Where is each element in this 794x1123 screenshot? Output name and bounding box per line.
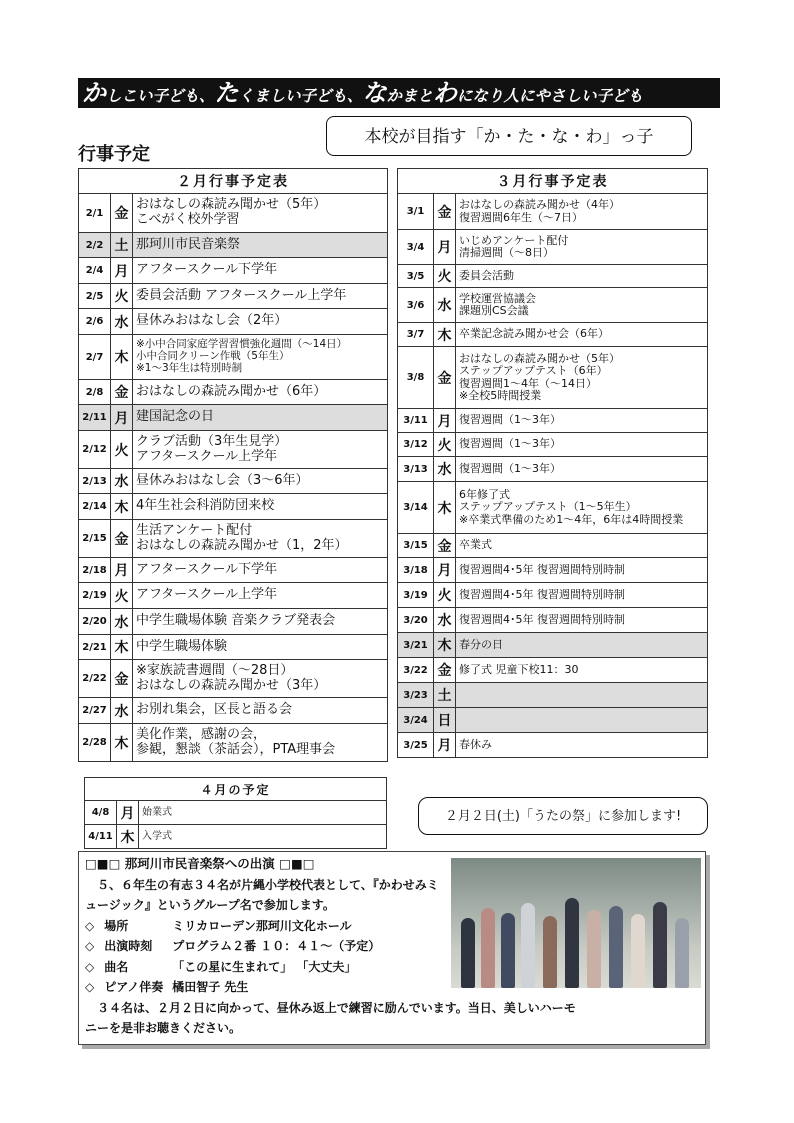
schedule-row (398, 608, 708, 633)
event-line: ※家族読書週間（～28日） (136, 662, 294, 678)
diamond-bullet-icon: ◇ (85, 980, 95, 994)
event-line: 那珂川市民音楽祭 (136, 236, 241, 252)
row-date: 2/22 (79, 660, 111, 698)
schedule-row (79, 660, 388, 698)
row-date: 3/1 (398, 194, 434, 230)
event-line: 入学式 (142, 830, 172, 842)
schedule-row (79, 609, 388, 635)
row-weekday: 水 (434, 608, 456, 633)
row-date: 3/23 (398, 683, 434, 708)
row-weekday: 水 (111, 309, 133, 335)
event-line: ステップアップテスト（6年） (459, 364, 608, 378)
row-date: 3/7 (398, 323, 434, 347)
event-line: おはなしの森読み聞かせ（4年） (459, 198, 620, 212)
row-events (133, 469, 388, 494)
row-events (133, 380, 388, 405)
schedule-row (79, 558, 388, 583)
row-date: 4/11 (85, 825, 117, 849)
row-weekday: 木 (111, 635, 133, 660)
row-events (456, 708, 708, 733)
event-line: アフタースクール上学年 (136, 448, 278, 464)
schedule-row (398, 265, 708, 288)
schedule-row (398, 230, 708, 265)
event-line: お別れ集会，区長と語る会 (136, 702, 293, 718)
row-date: 3/22 (398, 658, 434, 683)
row-events (133, 258, 388, 284)
row-events (133, 698, 388, 724)
schedule-row (398, 409, 708, 433)
article-title: □■□ 那珂川市民音楽祭への出演 □■□ (85, 856, 315, 871)
event-line: 清掃週間（～8日） (459, 246, 554, 259)
row-events (456, 683, 708, 708)
row-date: 3/25 (398, 733, 434, 758)
event-line: 参観，懇談（茶話会），PTA理事会 (136, 741, 336, 757)
april-schedule-table (84, 777, 387, 849)
row-date: 3/12 (398, 433, 434, 457)
row-weekday: 火 (111, 431, 133, 469)
schedule-row (398, 482, 708, 534)
row-weekday: 水 (434, 288, 456, 323)
event-line: ※卒業式準備のため1～4年，6年は4時間授業 (459, 512, 684, 526)
row-date: 2/1 (79, 194, 111, 233)
row-weekday: 土 (111, 233, 133, 258)
row-events (456, 558, 708, 583)
schedule-row (398, 433, 708, 457)
row-weekday: 金 (434, 534, 456, 558)
schedule-row (79, 284, 388, 309)
row-weekday: 月 (434, 409, 456, 433)
diamond-bullet-icon: ◇ (85, 939, 95, 953)
row-weekday: 金 (434, 347, 456, 409)
row-weekday: 火 (434, 265, 456, 288)
row-weekday: 金 (111, 194, 133, 233)
row-weekday: 火 (434, 433, 456, 457)
row-events (456, 323, 708, 347)
row-weekday: 月 (434, 558, 456, 583)
row-events (456, 230, 708, 265)
event-line: 小中合同クリーン作戦（5年生） (136, 350, 290, 363)
row-weekday: 月 (111, 258, 133, 284)
detail-value: 橘田智子 先生 (172, 980, 249, 994)
schedule-row (398, 323, 708, 347)
schedule-row (398, 457, 708, 482)
event-line: 春休み (459, 737, 492, 751)
event-line: 復習週間（1～3年） (459, 413, 561, 427)
row-weekday: 日 (434, 708, 456, 733)
motto-callout: 本校が目指す「か・た・な・わ」っ子 (326, 116, 692, 156)
row-events (133, 583, 388, 609)
event-line: 学校運営協議会 (459, 291, 536, 305)
row-weekday: 金 (111, 520, 133, 558)
schedule-row (79, 469, 388, 494)
event-line: 復習週間4･5年 復習週間特別時制 (459, 587, 625, 601)
row-weekday: 火 (111, 583, 133, 609)
diamond-bullet-icon: ◇ (85, 959, 95, 974)
detail-label: 場所 (104, 918, 129, 933)
event-line: 復習週間（1～3年） (459, 437, 561, 451)
event-line: おはなしの森読み聞かせ（5年） (459, 351, 620, 365)
event-line: おはなしの森読み聞かせ（5年） (136, 197, 327, 213)
event-line: 委員会活動 アフタースクール上学年 (136, 287, 347, 303)
row-date: 3/4 (398, 230, 434, 265)
row-events (456, 288, 708, 323)
row-events (139, 825, 387, 849)
schedule-row (79, 431, 388, 469)
march-table-title: ３月行事予定表 (398, 169, 708, 194)
event-line: ステップアップテスト（1～5年生） (459, 500, 637, 514)
event-line: 4年生社会科消防団来校 (136, 498, 275, 514)
row-weekday: 金 (434, 194, 456, 230)
schedule-row (79, 335, 388, 380)
row-date: 2/20 (79, 609, 111, 635)
schedule-row (79, 698, 388, 724)
schedule-row (398, 347, 708, 409)
event-line: おはなしの森読み聞かせ（3年） (136, 677, 327, 693)
event-line: ※小中合同家庭学習習慣強化週間（～14日） (136, 338, 348, 351)
row-date: 3/24 (398, 708, 434, 733)
event-line: 美化作業，感謝の会， (136, 726, 267, 742)
row-date: 2/6 (79, 309, 111, 335)
schedule-row (79, 194, 388, 233)
row-date: 2/11 (79, 405, 111, 431)
schedule-row (398, 583, 708, 608)
schedule-row (79, 258, 388, 284)
article-detail-item (85, 936, 449, 957)
row-date: 3/18 (398, 558, 434, 583)
row-date: 2/14 (79, 494, 111, 520)
event-line: いじめアンケート配付 (459, 233, 569, 247)
row-weekday: 月 (434, 733, 456, 758)
row-weekday: 月 (117, 801, 139, 825)
diamond-bullet-icon: ◇ (85, 918, 95, 933)
row-date: 2/12 (79, 431, 111, 469)
row-events (133, 520, 388, 558)
row-weekday: 金 (111, 380, 133, 405)
choir-rehearsal-photo (451, 858, 701, 988)
article-outro: ３４名は、２月２日に向かって、昼休み返上で練習に励んでいます。当日、美しいハーモニーを是非お聴きください。 (85, 1000, 576, 1035)
article-detail-item (85, 957, 449, 978)
row-weekday: 木 (117, 825, 139, 849)
event-line: 中学生職場体験 音楽クラブ発表会 (136, 613, 336, 629)
row-weekday: 火 (434, 583, 456, 608)
row-events (133, 609, 388, 635)
row-date: 2/21 (79, 635, 111, 660)
row-events (133, 335, 388, 380)
row-events (133, 660, 388, 698)
row-date: 2/2 (79, 233, 111, 258)
event-line: おはなしの森読み聞かせ（6年） (136, 383, 327, 399)
event-line: 復習週間4･5年 復習週間特別時制 (459, 562, 625, 576)
row-weekday: 月 (111, 558, 133, 583)
article-detail-item (85, 977, 449, 998)
row-date: 2/4 (79, 258, 111, 284)
music-festival-article (78, 851, 706, 1045)
row-date: 3/15 (398, 534, 434, 558)
school-motto-banner: かしこい子ども、たくましい子ども、なかまとわになり人にやさしい子ども (78, 78, 720, 108)
schedule-row (79, 520, 388, 558)
row-weekday: 金 (111, 660, 133, 698)
event-line: 修了式 児童下校11：30 (459, 662, 579, 676)
event-line: 始業式 (142, 806, 172, 818)
row-date: 2/5 (79, 284, 111, 309)
row-events (133, 431, 388, 469)
row-events (456, 265, 708, 288)
row-date: 2/8 (79, 380, 111, 405)
event-line: 課題別CS会議 (459, 304, 529, 317)
row-date: 3/5 (398, 265, 434, 288)
event-line: 卒業式 (459, 538, 492, 552)
event-line: ※1～3年生は特別時制 (136, 361, 243, 374)
row-date: 2/13 (79, 469, 111, 494)
row-weekday: 金 (434, 658, 456, 683)
row-date: 3/6 (398, 288, 434, 323)
detail-label: 曲名 (104, 959, 129, 974)
event-line: 復習週間4･5年 復習週間特別時制 (459, 612, 625, 626)
schedule-row (398, 534, 708, 558)
detail-value: 「この星に生まれて」 「大丈夫」 (172, 959, 357, 974)
row-weekday: 木 (434, 482, 456, 534)
row-events (456, 534, 708, 558)
schedule-row (398, 194, 708, 230)
row-events (133, 558, 388, 583)
row-date: 3/8 (398, 347, 434, 409)
event-line: こべがく校外学習 (136, 212, 240, 227)
row-weekday: 木 (111, 724, 133, 762)
event-line: 建国記念の日 (136, 409, 215, 425)
february-schedule-table (78, 168, 388, 762)
row-weekday: 土 (434, 683, 456, 708)
schedule-row (398, 658, 708, 683)
row-weekday: 水 (111, 469, 133, 494)
event-line: 復習週間1～4年（～14日） (459, 376, 597, 390)
schedule-row (79, 494, 388, 520)
row-events (456, 457, 708, 482)
row-events (133, 194, 388, 233)
row-date: 2/7 (79, 335, 111, 380)
article-detail-item (85, 916, 449, 937)
february-table-title: ２月行事予定表 (79, 169, 388, 194)
schedule-row (398, 708, 708, 733)
row-events (456, 633, 708, 658)
schedule-row (79, 635, 388, 660)
row-weekday: 月 (434, 230, 456, 265)
row-date: 2/27 (79, 698, 111, 724)
event-line: 復習週間6年生（～7日） (459, 210, 583, 224)
event-line: アフタースクール上学年 (136, 587, 278, 603)
row-date: 2/19 (79, 583, 111, 609)
row-events (139, 801, 387, 825)
row-weekday: 木 (111, 335, 133, 380)
event-line: 昼休みおはなし会（2年） (136, 313, 288, 329)
row-weekday: 木 (111, 494, 133, 520)
row-weekday: 水 (434, 457, 456, 482)
march-schedule-table (397, 168, 708, 758)
event-line: 卒業記念読み聞かせ会（6年） (459, 327, 609, 341)
row-events (456, 194, 708, 230)
row-date: 3/11 (398, 409, 434, 433)
row-events (456, 658, 708, 683)
row-weekday: 水 (111, 609, 133, 635)
event-line: アフタースクール下学年 (136, 262, 278, 278)
row-events (456, 733, 708, 758)
row-events (133, 284, 388, 309)
detail-value: ミリカローデン那珂川文化ホール (172, 918, 352, 933)
row-events (456, 347, 708, 409)
event-line: 昼休みおはなし会（3～6年） (136, 472, 309, 488)
schedule-row (79, 724, 388, 762)
event-line: 6年修了式 (459, 488, 510, 502)
schedule-row (398, 558, 708, 583)
event-line: 委員会活動 (459, 268, 514, 282)
schedule-row (85, 801, 387, 825)
schedule-row (79, 405, 388, 431)
article-intro: ５、６年生の有志３４名が片縄小学校代表として、『かわせみミュージック』というグループ名で参加します。 (85, 877, 439, 912)
schedule-row (79, 380, 388, 405)
row-events (456, 409, 708, 433)
row-events (133, 724, 388, 762)
row-date: 4/8 (85, 801, 117, 825)
schedule-row (85, 825, 387, 849)
row-events (133, 494, 388, 520)
row-date: 2/15 (79, 520, 111, 558)
row-date: 3/21 (398, 633, 434, 658)
row-weekday: 水 (111, 698, 133, 724)
event-line: クラブ活動（3年生見学） (136, 433, 288, 449)
event-line: アフタースクール下学年 (136, 561, 278, 577)
detail-value: プログラム２番 １０：４１～（予定） (172, 939, 381, 953)
schedule-row (79, 233, 388, 258)
row-weekday: 木 (434, 633, 456, 658)
row-date: 3/14 (398, 482, 434, 534)
event-line: おはなしの森読み聞かせ（1，2年） (136, 537, 348, 553)
row-date: 2/18 (79, 558, 111, 583)
row-weekday: 火 (111, 284, 133, 309)
event-line: 春分の日 (459, 637, 503, 651)
row-weekday: 月 (111, 405, 133, 431)
event-line: ※全校5時間授業 (459, 388, 542, 402)
schedule-row (398, 683, 708, 708)
row-events (133, 233, 388, 258)
row-events (456, 608, 708, 633)
detail-label: ピアノ伴奏 (104, 980, 164, 994)
schedule-row (79, 583, 388, 609)
schedule-row (398, 733, 708, 758)
row-date: 3/19 (398, 583, 434, 608)
row-date: 2/28 (79, 724, 111, 762)
event-line: 復習週間（1～3年） (459, 461, 561, 475)
row-events (456, 583, 708, 608)
schedule-row (398, 633, 708, 658)
event-line: 中学生職場体験 (136, 638, 228, 654)
schedule-row (398, 288, 708, 323)
row-weekday: 木 (434, 323, 456, 347)
april-table-title: ４月の予定 (85, 778, 387, 801)
row-events (133, 635, 388, 660)
row-events (456, 482, 708, 534)
row-date: 3/20 (398, 608, 434, 633)
row-date: 3/13 (398, 457, 434, 482)
schedule-row (79, 309, 388, 335)
row-events (133, 405, 388, 431)
detail-label: 出演時刻 (104, 939, 153, 953)
music-festival-speech-bubble: ２月２日(土)「うたの祭」に参加します! (418, 797, 708, 835)
row-events (456, 433, 708, 457)
page-title: 行事予定 (78, 144, 150, 165)
event-line: 生活アンケート配付 (136, 522, 253, 538)
row-events (133, 309, 388, 335)
